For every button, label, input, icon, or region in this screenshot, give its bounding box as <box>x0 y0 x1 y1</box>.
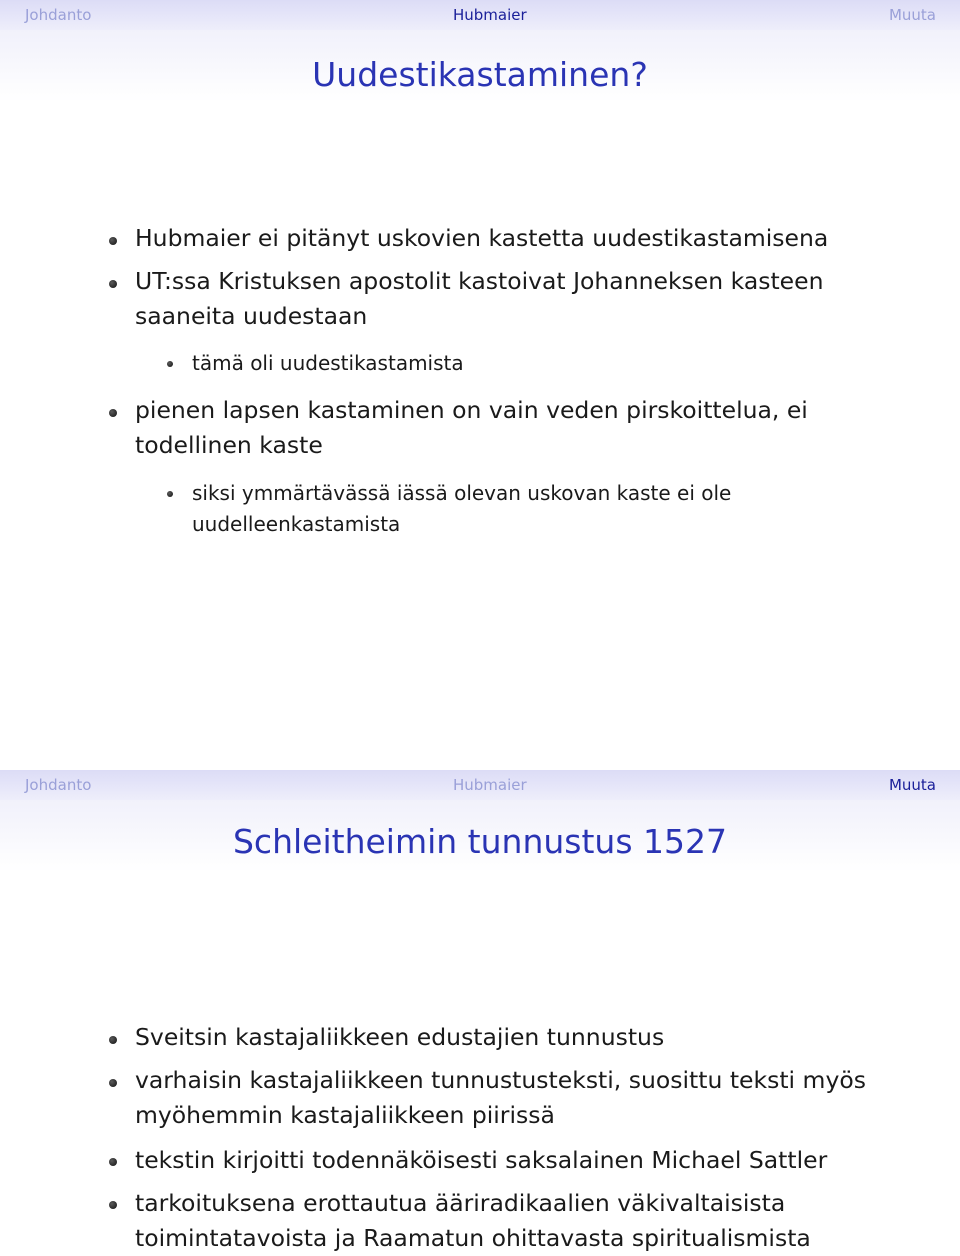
navigation-bar <box>0 0 960 30</box>
sub-list-item: siksi ymmärtävässä iässä olevan uskovan kaste ei ole uudelleenkastamista <box>192 481 732 536</box>
sub-list-item: tämä oli uudestikastamista <box>192 351 464 375</box>
nav-link-johdanto[interactable]: Johdanto <box>25 6 92 24</box>
bullet-icon <box>167 491 173 497</box>
bullet-icon <box>109 1158 117 1166</box>
list-item: tarkoituksena erottautua ääriradikaalien väkivaltaisista toimintatavoista ja Raamatun ohittavasta spiritualismista <box>135 1189 811 1252</box>
slide-title: Schleitheimin tunnustus 1527 <box>232 822 727 861</box>
bullet-icon <box>109 1201 117 1209</box>
nav-link-hubmaier[interactable]: Hubmaier <box>453 776 527 794</box>
nav-link-johdanto[interactable]: Johdanto <box>25 776 92 794</box>
nav-link-hubmaier[interactable]: Hubmaier <box>453 6 527 24</box>
bullet-icon <box>167 361 173 367</box>
bullet-icon <box>109 237 117 245</box>
list-item: tekstin kirjoitti todennäköisesti saksalainen Michael Sattler <box>135 1146 828 1174</box>
bullet-icon <box>109 280 117 288</box>
navigation-bar <box>0 770 960 800</box>
bullet-icon <box>109 1079 117 1087</box>
list-item: varhaisin kastajaliikkeen tunnustusteksti, suosittu teksti myös myöhemmin kastajaliikkeen piirissä <box>135 1066 866 1129</box>
list-item: pienen lapsen kastaminen on vain veden pirskoittelua, ei todellinen kaste <box>135 396 808 459</box>
nav-link-muuta[interactable]: Muuta <box>888 776 936 794</box>
list-item: UT:ssa Kristuksen apostolit kastoivat Johanneksen kasteen saaneita uudestaan <box>135 267 824 330</box>
nav-link-muuta[interactable]: Muuta <box>888 6 936 24</box>
list-item: Sveitsin kastajaliikkeen edustajien tunnustus <box>135 1023 665 1051</box>
slide-schleitheimin-tunnustus <box>0 770 960 1256</box>
slide-title: Uudestikastaminen? <box>312 55 648 94</box>
list-item: Hubmaier ei pitänyt uskovien kastetta uudestikastamisena <box>135 224 829 252</box>
bullet-icon <box>109 409 117 417</box>
bullet-icon <box>109 1036 117 1044</box>
